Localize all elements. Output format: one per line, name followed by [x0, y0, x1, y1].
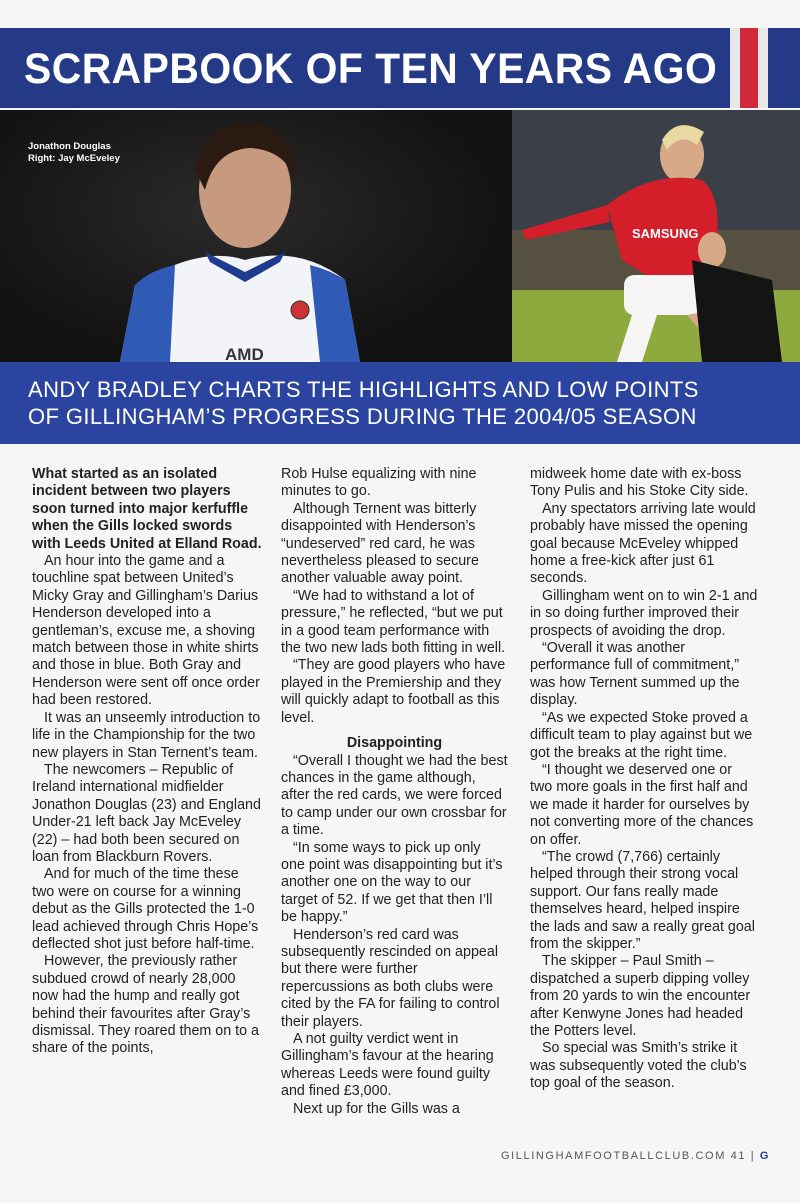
article-intro: What started as an isolated incident between two players soon turned into major kerfuffle when the Gills locked swords with Leeds United at Elland Road. [32, 466, 262, 552]
article-paragraph: “In some ways to pick up only one point was disappointing but it’s another one on the way to our target of 52. If we get that then I’ll be happy.” [281, 839, 503, 926]
article-paragraph: However, the previously rather subdued crowd of nearly 28,000 now had the hump and really got behind their favourites after Gray’s dismissal. They roared them on to a share of the points, [32, 953, 260, 1057]
photo-caption [28, 141, 120, 165]
svg-text:AMD: AMD [225, 345, 264, 362]
article-paragraph: Any spectators arriving late would probably have missed the opening goal because McEveley whipped home a free-kick after just 61 seconds. [530, 500, 756, 587]
photo-strip [0, 110, 800, 362]
standfirst-line-2: OF GILLINGHAM’S PROGRESS DURING THE 2004/05 SEASON [28, 404, 697, 429]
photo-jay-mceveley [512, 110, 800, 362]
article-paragraph: An hour into the game and a touchline spat between United’s Micky Gray and Gillingham’s Darius Henderson developed into a gentleman’s, excuse me, a shoving match between those in white shirts and those in blue. Both Gray and Henderson were sent off once order had been restored. [32, 553, 260, 709]
caption-line-left: Jonathon Douglas [28, 141, 111, 152]
article-paragraph: midweek home date with ex-boss Tony Pulis and his Stoke City side. [530, 466, 749, 500]
standfirst-line-1: ANDY BRADLEY CHARTS THE HIGHLIGHTS AND LOW POINTS [28, 377, 699, 402]
club-logo-icon: G [759, 1150, 770, 1162]
article-paragraph: Rob Hulse equalizing with nine minutes to go. [281, 466, 477, 500]
article-paragraph: The skipper – Paul Smith – dispatched a superb dipping volley from 20 yards to win the encounter after Kenwyne Jones had headed the Potters level. [530, 953, 751, 1039]
article-paragraph: “We had to withstand a lot of pressure,” he reflected, “but we put in a good team performance with the two new lads both fitting in well. [281, 587, 506, 657]
page-number: 41 [730, 1150, 747, 1162]
article-paragraph: Henderson’s red card was subsequently rescinded on appeal but there were further repercussions as both clubs were cited by the FA for failing to control their players. [281, 926, 500, 1030]
article-paragraph: “Overall it was another performance full of commitment,” was how Ternent summed up the display. [530, 640, 740, 709]
article-paragraph: “The crowd (7,766) certainly helped through their strong vocal support. Our fans really made themselves heard, helped inspire the lads and saw a really great goal from the skipper.” [530, 848, 755, 952]
footer-separator: | [750, 1150, 756, 1162]
article-paragraph: “They are good players who have played in the Premiership and they will quickly adapt to football as this level. [281, 657, 506, 726]
article-subheading: Disappointing [346, 735, 443, 752]
svg-text:SAMSUNG: SAMSUNG [632, 226, 699, 241]
match-action-illustration [512, 110, 800, 362]
article-paragraph: “Overall I thought we had the best chances in the game although, after the red cards, we were forced to camp under our own crossbar for a time. [281, 752, 508, 839]
article-paragraph: It was an unseemly introduction to life in the Championship for the two new players in Stan Ternent’s team. [32, 709, 261, 761]
article-column-3 [530, 466, 758, 1093]
page-footer [501, 1150, 770, 1162]
caption-line-right: Right: Jay McEveley [28, 153, 120, 164]
article-paragraph: “I thought we deserved one or two more goals in the first half and we made it harder for ourselves by not converting more of the chances on offer. [530, 761, 754, 848]
article-paragraph: A not guilty verdict went in Gillingham’s favour at the hearing whereas Leeds were found guilty and fined £3,000. [281, 1031, 494, 1100]
article-paragraph: “As we expected Stoke proved a difficult team to play against but we got the breaks at the right time. [530, 709, 753, 761]
footer-site-url: GILLINGHAMFOOTBALLCLUB.COM [500, 1150, 726, 1162]
article-paragraph: So special was Smith’s strike it was subsequently voted the club’s top goal of the season. [530, 1040, 747, 1092]
standfirst [28, 376, 699, 430]
article-paragraph: Gillingham went on to win 2-1 and in so doing further improved their prospects of avoiding the drop. [530, 587, 758, 639]
article-column-1 [32, 466, 262, 1058]
page-title: SCRAPBOOK OF TEN YEARS AGO [24, 45, 718, 93]
article-paragraph: And for much of the time these two were on course for a winning debut as the Gills protected the 1-0 lead achieved through Chris Hope’s deflected shot just before half-time. [32, 866, 259, 952]
article-paragraph: The newcomers – Republic of Ireland international midfielder Jonathon Douglas (23) and England Under-21 left back Jay McEveley (22) – had both been secured on loan from Blackburn Rovers. [32, 761, 261, 865]
flag-stripes [730, 28, 800, 108]
article-column-2 [281, 466, 508, 1118]
article-paragraph: Next up for the Gills was a [293, 1100, 460, 1117]
article-paragraph: Although Ternent was bitterly disappointed with Henderson’s “undeserved” red card, he was nevertheless pleased to secure another valuable away point. [281, 500, 479, 587]
